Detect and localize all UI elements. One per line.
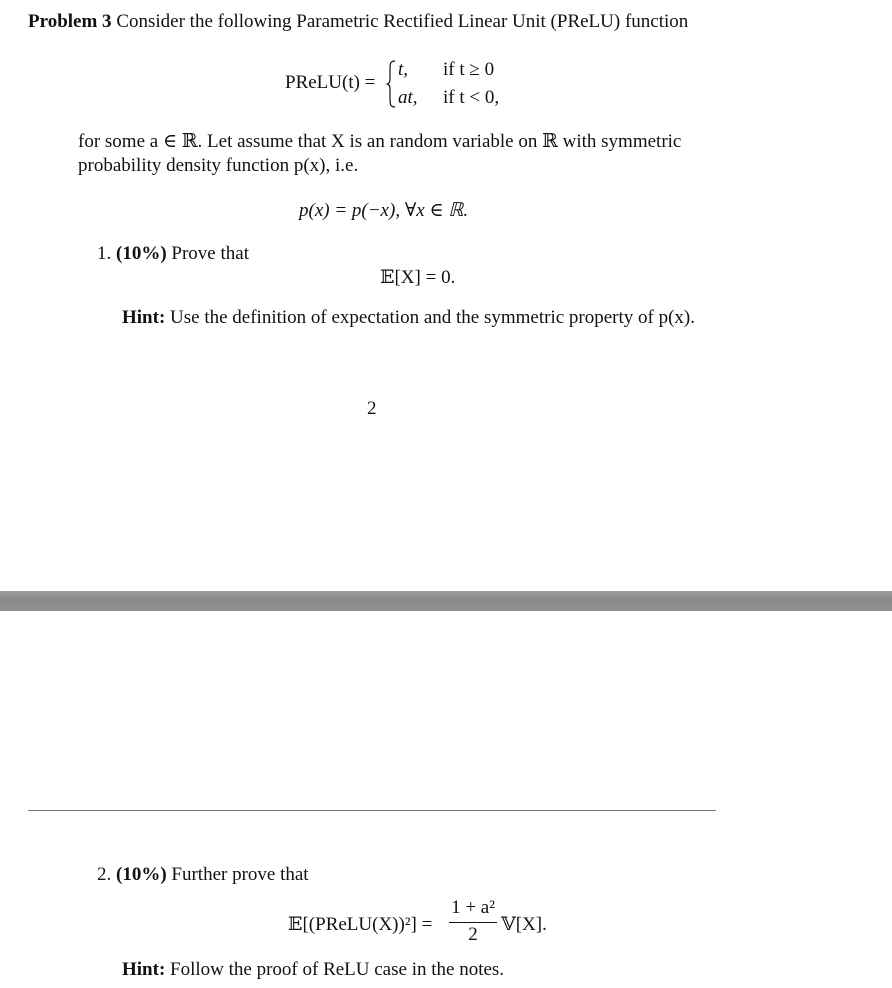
prelu-lhs: PReLU(t) = — [285, 72, 376, 93]
part1-weight: (10%) — [116, 243, 167, 264]
part1-heading — [97, 242, 249, 266]
part2-hint-label: Hint: — [122, 959, 166, 980]
part2-hint-text: Follow the proof of ReLU case in the notes. — [170, 959, 505, 980]
part2-eq-rhs: 𝕍[X]. — [501, 914, 547, 935]
context-line-1: for some a ∈ ℝ. Let assume that X is an random variable on ℝ with symmetric — [78, 131, 682, 152]
part2-eq-numerator: 1 + a² — [451, 897, 495, 918]
part2-text: Further prove that — [171, 864, 309, 885]
fraction-bar — [449, 922, 497, 923]
page-break-bar — [0, 591, 892, 611]
part1-hint-label: Hint: — [122, 307, 166, 328]
case1-value: t, — [398, 59, 409, 80]
case1-condition: if t ≥ 0 — [443, 59, 495, 80]
part1-equation: 𝔼[X] = 0. — [380, 267, 456, 288]
part1-text: Prove that — [171, 243, 249, 264]
part2-heading — [97, 863, 309, 887]
page-number: 2 — [367, 398, 377, 419]
part2-eq-denominator: 2 — [468, 924, 478, 945]
part2-weight: (10%) — [116, 864, 167, 885]
problem-intro: Consider the following Parametric Rectified Linear Unit (PReLU) function — [116, 11, 689, 32]
part2-hint — [122, 958, 504, 982]
part2-number: 2. — [97, 864, 112, 885]
problem-header — [28, 10, 688, 34]
case2-value: at, — [398, 87, 418, 108]
context-line-2: probability density function p(x), i.e. — [78, 155, 359, 176]
separator-line — [28, 810, 716, 811]
part1-hint-text: Use the definition of expectation and the symmetric property of p(x). — [170, 307, 696, 328]
part1-number: 1. — [97, 243, 112, 264]
case2-condition: if t < 0, — [443, 87, 500, 108]
part1-hint — [122, 306, 695, 330]
part2-eq-lhs: 𝔼[(PReLU(X))²] = — [288, 914, 433, 935]
symmetry-equation: p(x) = p(−x), ∀x ∈ ℝ. — [299, 200, 469, 221]
problem-label: Problem 3 — [28, 11, 112, 32]
left-brace-icon — [386, 60, 396, 108]
